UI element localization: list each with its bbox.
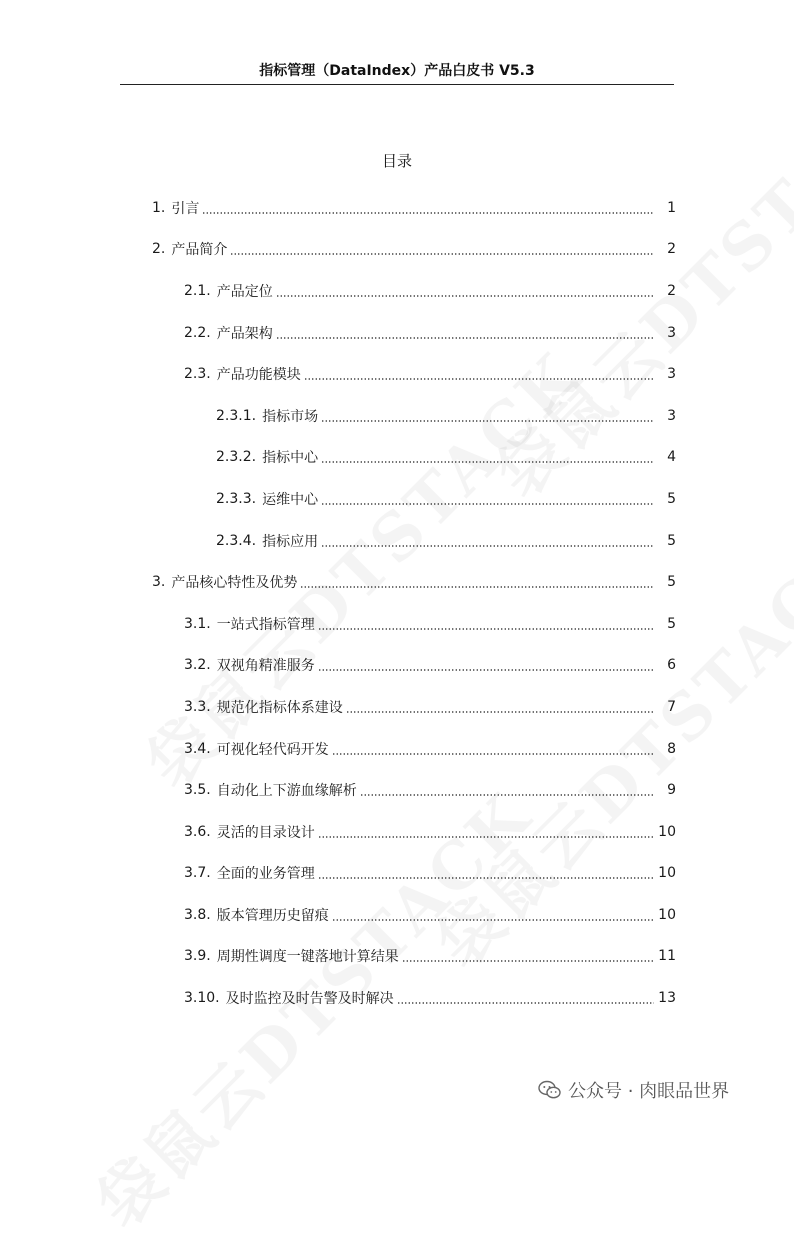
toc-entry[interactable] — [0, 270, 794, 312]
toc-entry[interactable] — [0, 229, 794, 271]
header-divider — [120, 84, 674, 85]
toc-entry-page: 2 — [667, 282, 676, 299]
toc-dot-leader — [321, 420, 654, 422]
toc-entry-number: 3.6. — [184, 823, 211, 840]
toc-entry[interactable] — [0, 853, 794, 895]
toc-entry[interactable] — [0, 187, 794, 229]
toc-entry-title: 自动化上下游血缘解析 — [216, 783, 357, 800]
footer-source — [538, 1077, 729, 1103]
toc-entry[interactable] — [0, 645, 794, 687]
toc-entry-number: 1. — [152, 199, 166, 216]
toc-dot-leader — [230, 253, 654, 255]
toc-entry-page: 5 — [667, 574, 676, 591]
toc-entry-number: 2. — [152, 241, 166, 258]
toc-entry-page: 3 — [667, 324, 676, 341]
toc-dot-leader — [321, 461, 654, 463]
toc-dot-leader — [202, 212, 654, 214]
toc-entry-title: 全面的业务管理 — [216, 866, 315, 883]
toc-entry-number: 3.10. — [184, 990, 220, 1007]
toc-dot-leader — [332, 919, 654, 921]
toc-dot-leader — [346, 711, 654, 713]
toc-entry-page: 13 — [658, 990, 676, 1007]
toc-entry-page: 3 — [667, 407, 676, 424]
toc-entry-number: 3.3. — [184, 698, 211, 715]
toc-entry-page: 10 — [658, 823, 676, 840]
toc-entry-number: 2.3. — [184, 366, 211, 383]
toc-entry[interactable] — [0, 936, 794, 978]
toc-entry[interactable] — [0, 520, 794, 562]
footer-source-label: 公众号 · 肉眼品世界 — [568, 1081, 730, 1102]
toc-entry-number: 2.3.4. — [216, 532, 257, 549]
toc-entry-title: 产品简介 — [171, 242, 228, 259]
toc-entry-page: 10 — [658, 906, 676, 923]
toc-entry[interactable] — [0, 811, 794, 853]
toc-dot-leader — [276, 295, 654, 297]
toc-dot-leader — [318, 836, 654, 838]
toc-entry-number: 3.9. — [184, 948, 211, 965]
toc-dot-leader — [318, 877, 654, 879]
toc-entry-number: 3. — [152, 574, 166, 591]
toc-entry-title: 一站式指标管理 — [216, 616, 315, 633]
toc-entry[interactable] — [0, 686, 794, 728]
toc-title: 目录 — [381, 152, 412, 170]
toc-entry-page: 5 — [667, 615, 676, 632]
toc-entry-title: 及时监控及时告警及时解决 — [225, 991, 394, 1008]
wechat-icon — [538, 1079, 562, 1101]
toc-entry-number: 3.5. — [184, 782, 211, 799]
toc-entry-title: 版本管理历史留痕 — [216, 907, 329, 924]
toc-entry-page: 6 — [667, 657, 676, 674]
toc-entry-page: 10 — [658, 865, 676, 882]
toc-entry-title: 规范化指标体系建设 — [216, 699, 343, 716]
toc-entry-title: 周期性调度一键落地计算结果 — [216, 949, 399, 966]
toc-entry-title: 产品功能模块 — [216, 367, 301, 384]
toc-entry[interactable] — [0, 437, 794, 479]
toc-entry[interactable] — [0, 312, 794, 354]
toc-entry-number: 3.1. — [184, 615, 211, 632]
toc-entry-title: 可视化轻代码开发 — [216, 741, 329, 758]
toc-entry-page: 4 — [667, 449, 676, 466]
toc-entry-page: 5 — [667, 532, 676, 549]
toc-dot-leader — [332, 753, 654, 755]
toc-entry[interactable] — [0, 894, 794, 936]
toc-entry[interactable] — [0, 728, 794, 770]
toc-entry-title: 指标应用 — [262, 533, 319, 550]
toc-entry[interactable] — [0, 478, 794, 520]
toc-entry-page: 11 — [658, 948, 676, 965]
toc-entry-title: 引言 — [171, 200, 200, 217]
toc-entry-page: 9 — [667, 782, 676, 799]
toc-dot-leader — [318, 628, 654, 630]
toc-entry-page: 8 — [667, 740, 676, 757]
toc-entry[interactable] — [0, 395, 794, 437]
toc-dot-leader — [402, 960, 654, 962]
toc-entry[interactable] — [0, 769, 794, 811]
toc-dot-leader — [304, 378, 654, 380]
toc-dot-leader — [321, 545, 654, 547]
toc-entry[interactable] — [0, 603, 794, 645]
toc-entry[interactable] — [0, 561, 794, 603]
toc-entry-number: 2.3.3. — [216, 490, 257, 507]
toc-dot-leader — [397, 1002, 654, 1004]
toc-entry-page: 3 — [667, 366, 676, 383]
toc-dot-leader — [318, 669, 654, 671]
toc-dot-leader — [300, 586, 654, 588]
document-header-title: 指标管理（DataIndex）产品白皮书 V5.3 — [259, 63, 535, 79]
toc-entry-title: 产品定位 — [216, 283, 273, 300]
toc-entry-number: 2.2. — [184, 324, 211, 341]
toc-entry-number: 3.8. — [184, 906, 211, 923]
toc-dot-leader — [360, 794, 654, 796]
toc-entry-title: 双视角精准服务 — [216, 658, 315, 675]
toc-entry-page: 2 — [667, 241, 676, 258]
toc-entry-page: 1 — [667, 199, 676, 216]
table-of-contents — [0, 187, 794, 1019]
toc-entry[interactable] — [0, 353, 794, 395]
toc-entry-page: 5 — [667, 490, 676, 507]
toc-dot-leader — [321, 503, 654, 505]
toc-entry-number: 3.2. — [184, 657, 211, 674]
toc-entry-title: 运维中心 — [262, 491, 319, 508]
toc-entry-title: 指标市场 — [262, 408, 319, 425]
toc-entry-number: 2.3.2. — [216, 449, 257, 466]
toc-entry-number: 3.4. — [184, 740, 211, 757]
toc-entry-number: 2.3.1. — [216, 407, 257, 424]
toc-entry-number: 2.1. — [184, 282, 211, 299]
toc-entry[interactable] — [0, 977, 794, 1019]
toc-entry-page: 7 — [667, 698, 676, 715]
toc-entry-title: 产品核心特性及优势 — [171, 575, 298, 592]
toc-dot-leader — [276, 337, 654, 339]
toc-entry-number: 3.7. — [184, 865, 211, 882]
toc-entry-title: 灵活的目录设计 — [216, 824, 315, 841]
toc-entry-title: 产品架构 — [216, 325, 273, 342]
toc-entry-title: 指标中心 — [262, 450, 319, 467]
